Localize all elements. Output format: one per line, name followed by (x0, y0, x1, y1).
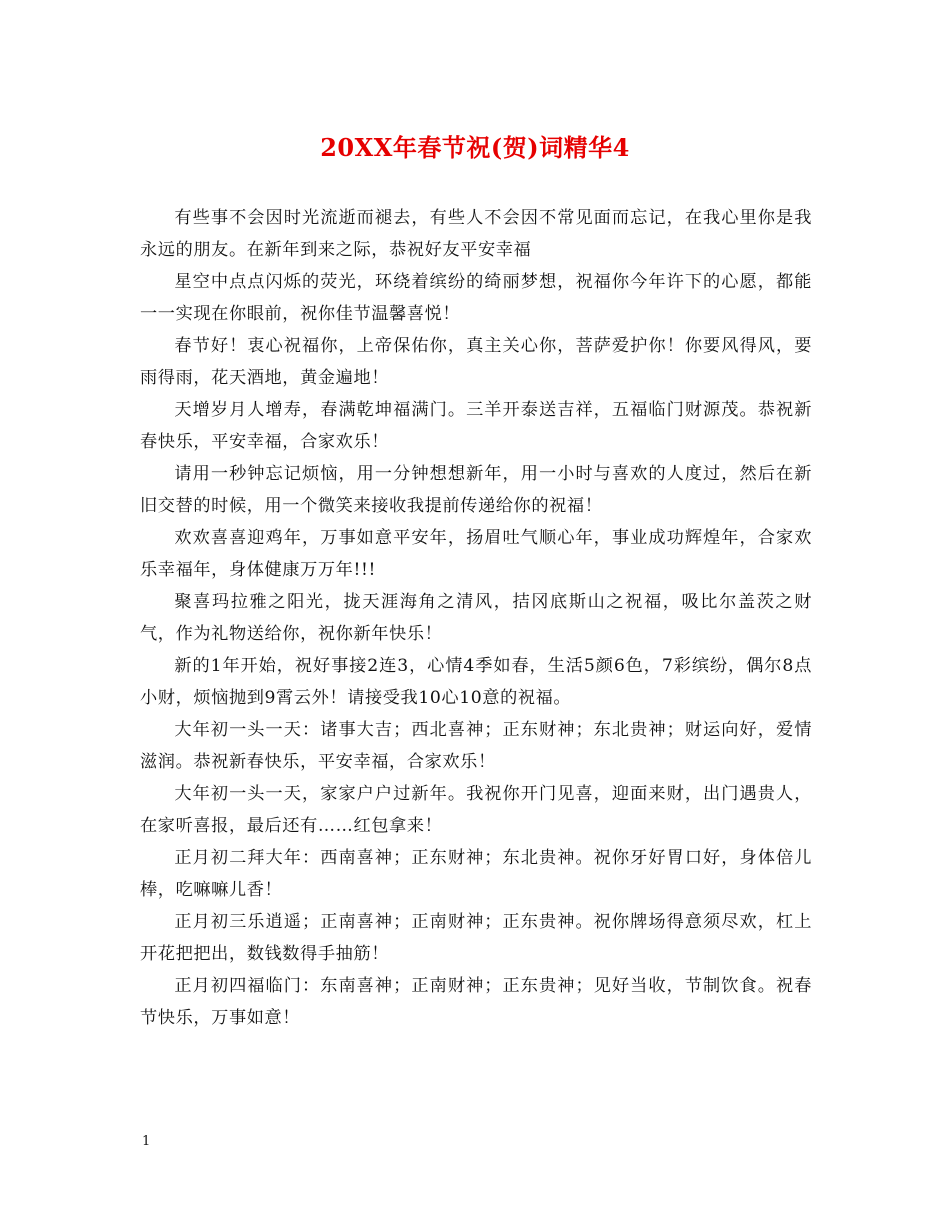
paragraph: 正月初三乐逍遥；正南喜神；正南财神；正东贵神。祝你牌场得意须尽欢，杠上开花把把出，数钱数得手抽筋！ (140, 912, 812, 964)
paragraph: 正月初四福临门：东南喜神；正南财神；正东贵神；见好当收，节制饮食。祝春节快乐，万事如意！ (140, 976, 812, 1028)
paragraph: 星空中点点闪烁的荧光，环绕着缤纷的绮丽梦想，祝福你今年许下的心愿，都能一一实现在你眼前，祝你佳节温馨喜悦！ (140, 272, 812, 324)
paragraph: 欢欢喜喜迎鸡年，万事如意平安年，扬眉吐气顺心年，事业成功辉煌年，合家欢乐幸福年，身体健康万万年!!! (140, 528, 812, 580)
paragraph: 请用一秒钟忘记烦恼，用一分钟想想新年，用一小时与喜欢的人度过，然后在新旧交替的时候，用一个微笑来接收我提前传递给你的祝福！ (140, 464, 812, 516)
document-body (140, 202, 812, 1034)
page-number: 1 (142, 1134, 151, 1149)
paragraph: 大年初一头一天，家家户户过新年。我祝你开门见喜，迎面来财，出门遇贵人，在家听喜报，最后还有……红包拿来！ (140, 784, 812, 836)
paragraph: 有些事不会因时光流逝而褪去，有些人不会因不常见面而忘记，在我心里你是我永远的朋友。在新年到来之际，恭祝好友平安幸福 (140, 208, 812, 260)
paragraph: 新的1年开始，祝好事接2连3，心情4季如春，生活5颜6色，7彩缤纷，偶尔8点小财，烦恼抛到9霄云外！请接受我10心10意的祝福。 (140, 656, 812, 708)
paragraph: 正月初二拜大年：西南喜神；正东财神；东北贵神。祝你牙好胃口好，身体倍儿棒，吃嘛嘛儿香！ (140, 848, 812, 900)
paragraph: 聚喜玛拉雅之阳光，拢天涯海角之清风，拮冈底斯山之祝福，吸比尔盖茨之财气，作为礼物送给你，祝你新年快乐！ (140, 592, 812, 644)
document-title: 20XX年春节祝(贺)词精华4 (320, 133, 630, 162)
paragraph: 春节好！衷心祝福你，上帝保佑你，真主关心你，菩萨爱护你！你要风得风，要雨得雨，花天酒地，黄金遍地！ (140, 336, 812, 388)
paragraph: 天增岁月人增寿，春满乾坤福满门。三羊开泰送吉祥，五福临门财源茂。恭祝新春快乐，平安幸福，合家欢乐！ (140, 400, 812, 452)
paragraph: 大年初一头一天：诸事大吉；西北喜神；正东财神；东北贵神；财运向好，爱情滋润。恭祝新春快乐，平安幸福，合家欢乐！ (140, 720, 812, 772)
